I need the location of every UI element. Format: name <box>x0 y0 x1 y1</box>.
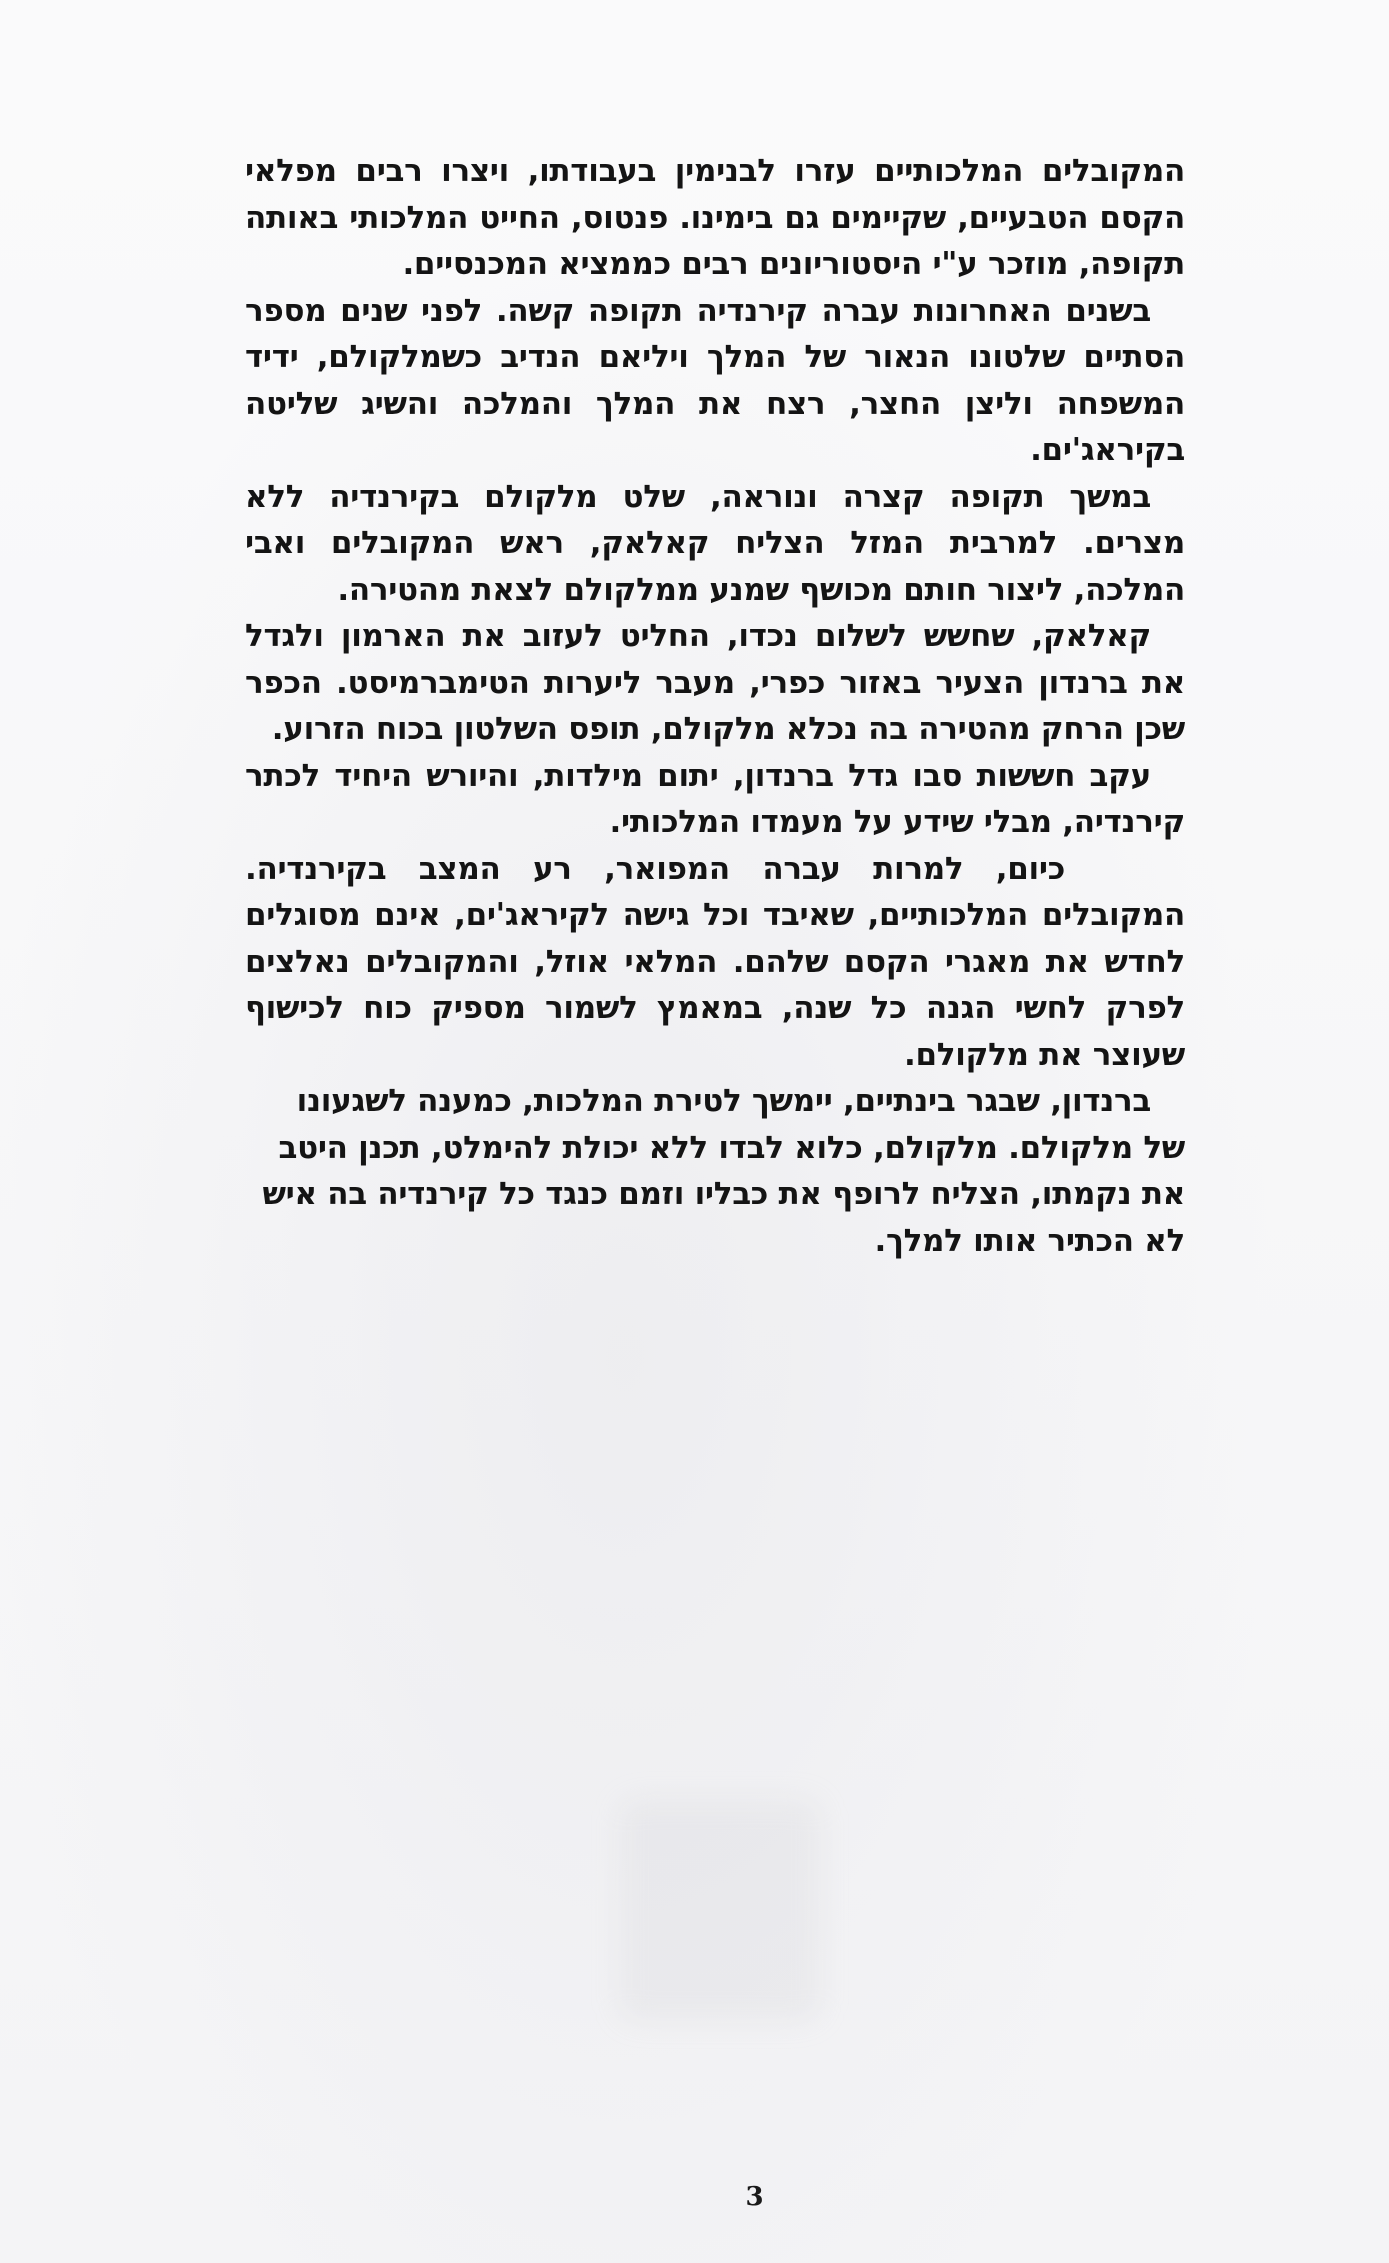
paragraph: בשנים האחרונות עברה קירנדיה תקופה קשה. לפני שנים מספר הסתיים שלטונו הנאור של המלך ויליאם הנדיב כשמלקולם, ידיד המשפחה וליצן החצר, רצח את המלך והמלכה והשיג שליטה בקיראג'ים. <box>245 292 1185 468</box>
faint-bleedthrough-mark <box>620 1800 820 2020</box>
paragraph: קאלאק, שחשש לשלום נכדו, החליט לעזוב את הארמון ולגדל את ברנדון הצעיר באזור כפרי, מעבר ליערות הטימברמיסט. הכפר שכן הרחק מהטירה בה נכלא מלקולם, תופס השלטון בכוח הזרוע. <box>245 618 1185 747</box>
body-text <box>245 148 1185 1264</box>
page-number: 3 <box>745 2182 764 2212</box>
paragraph: ברנדון, שבגר בינתיים, יימשך לטירת המלכות, כמענה לשגעונו של מלקולם. מלקולם, כלוא לבדו ללא יכולת להימלט, תכנן היטב את נקמתו, הצליח לרופף את כבליו וזמם כנגד כל קירנדיה בה איש לא הכתיר אותו למלך. <box>262 1083 1185 1259</box>
paragraph: במשך תקופה קצרה ונוראה, שלט מלקולם בקירנדיה ללא מצרים. למרבית המזל הצליח קאלאק, ראש המקובלים ואבי המלכה, ליצור חותם מכושף שמנע ממלקולם לצאת מהטירה. <box>245 478 1185 608</box>
paragraph: המקובלים המלכותיים עזרו לבנימין בעבודתו, ויצרו רבים מפלאי הקסם הטבעיים, שקיימים גם בימינו. פנטוס, החייט המלכותי באותה תקופה, מוזכר ע"י היסטוריונים רבים כממציא המכנסיים. <box>245 153 1185 282</box>
paragraph: כיום, למרות עברה המפואר, רע המצב בקירנדיה. המקובלים המלכותיים, שאיבד וכל גישה לקיראג'ים, אינם מסוגלים לחדש את מאגרי הקסם שלהם. המלאי אוזל, והמקובלים נאלצים לפרק לחשי הגנה כל שנה, במאמץ לשמור מספיק כוח לכישוף שעוצר את מלקולם. <box>245 850 1185 1073</box>
paragraph: עקב חששות סבו גדל ברנדון, יתום מילדות, והיורש היחיד לכתר קירנדיה, מבלי שידע על מעמדו המלכותי. <box>245 757 1185 840</box>
